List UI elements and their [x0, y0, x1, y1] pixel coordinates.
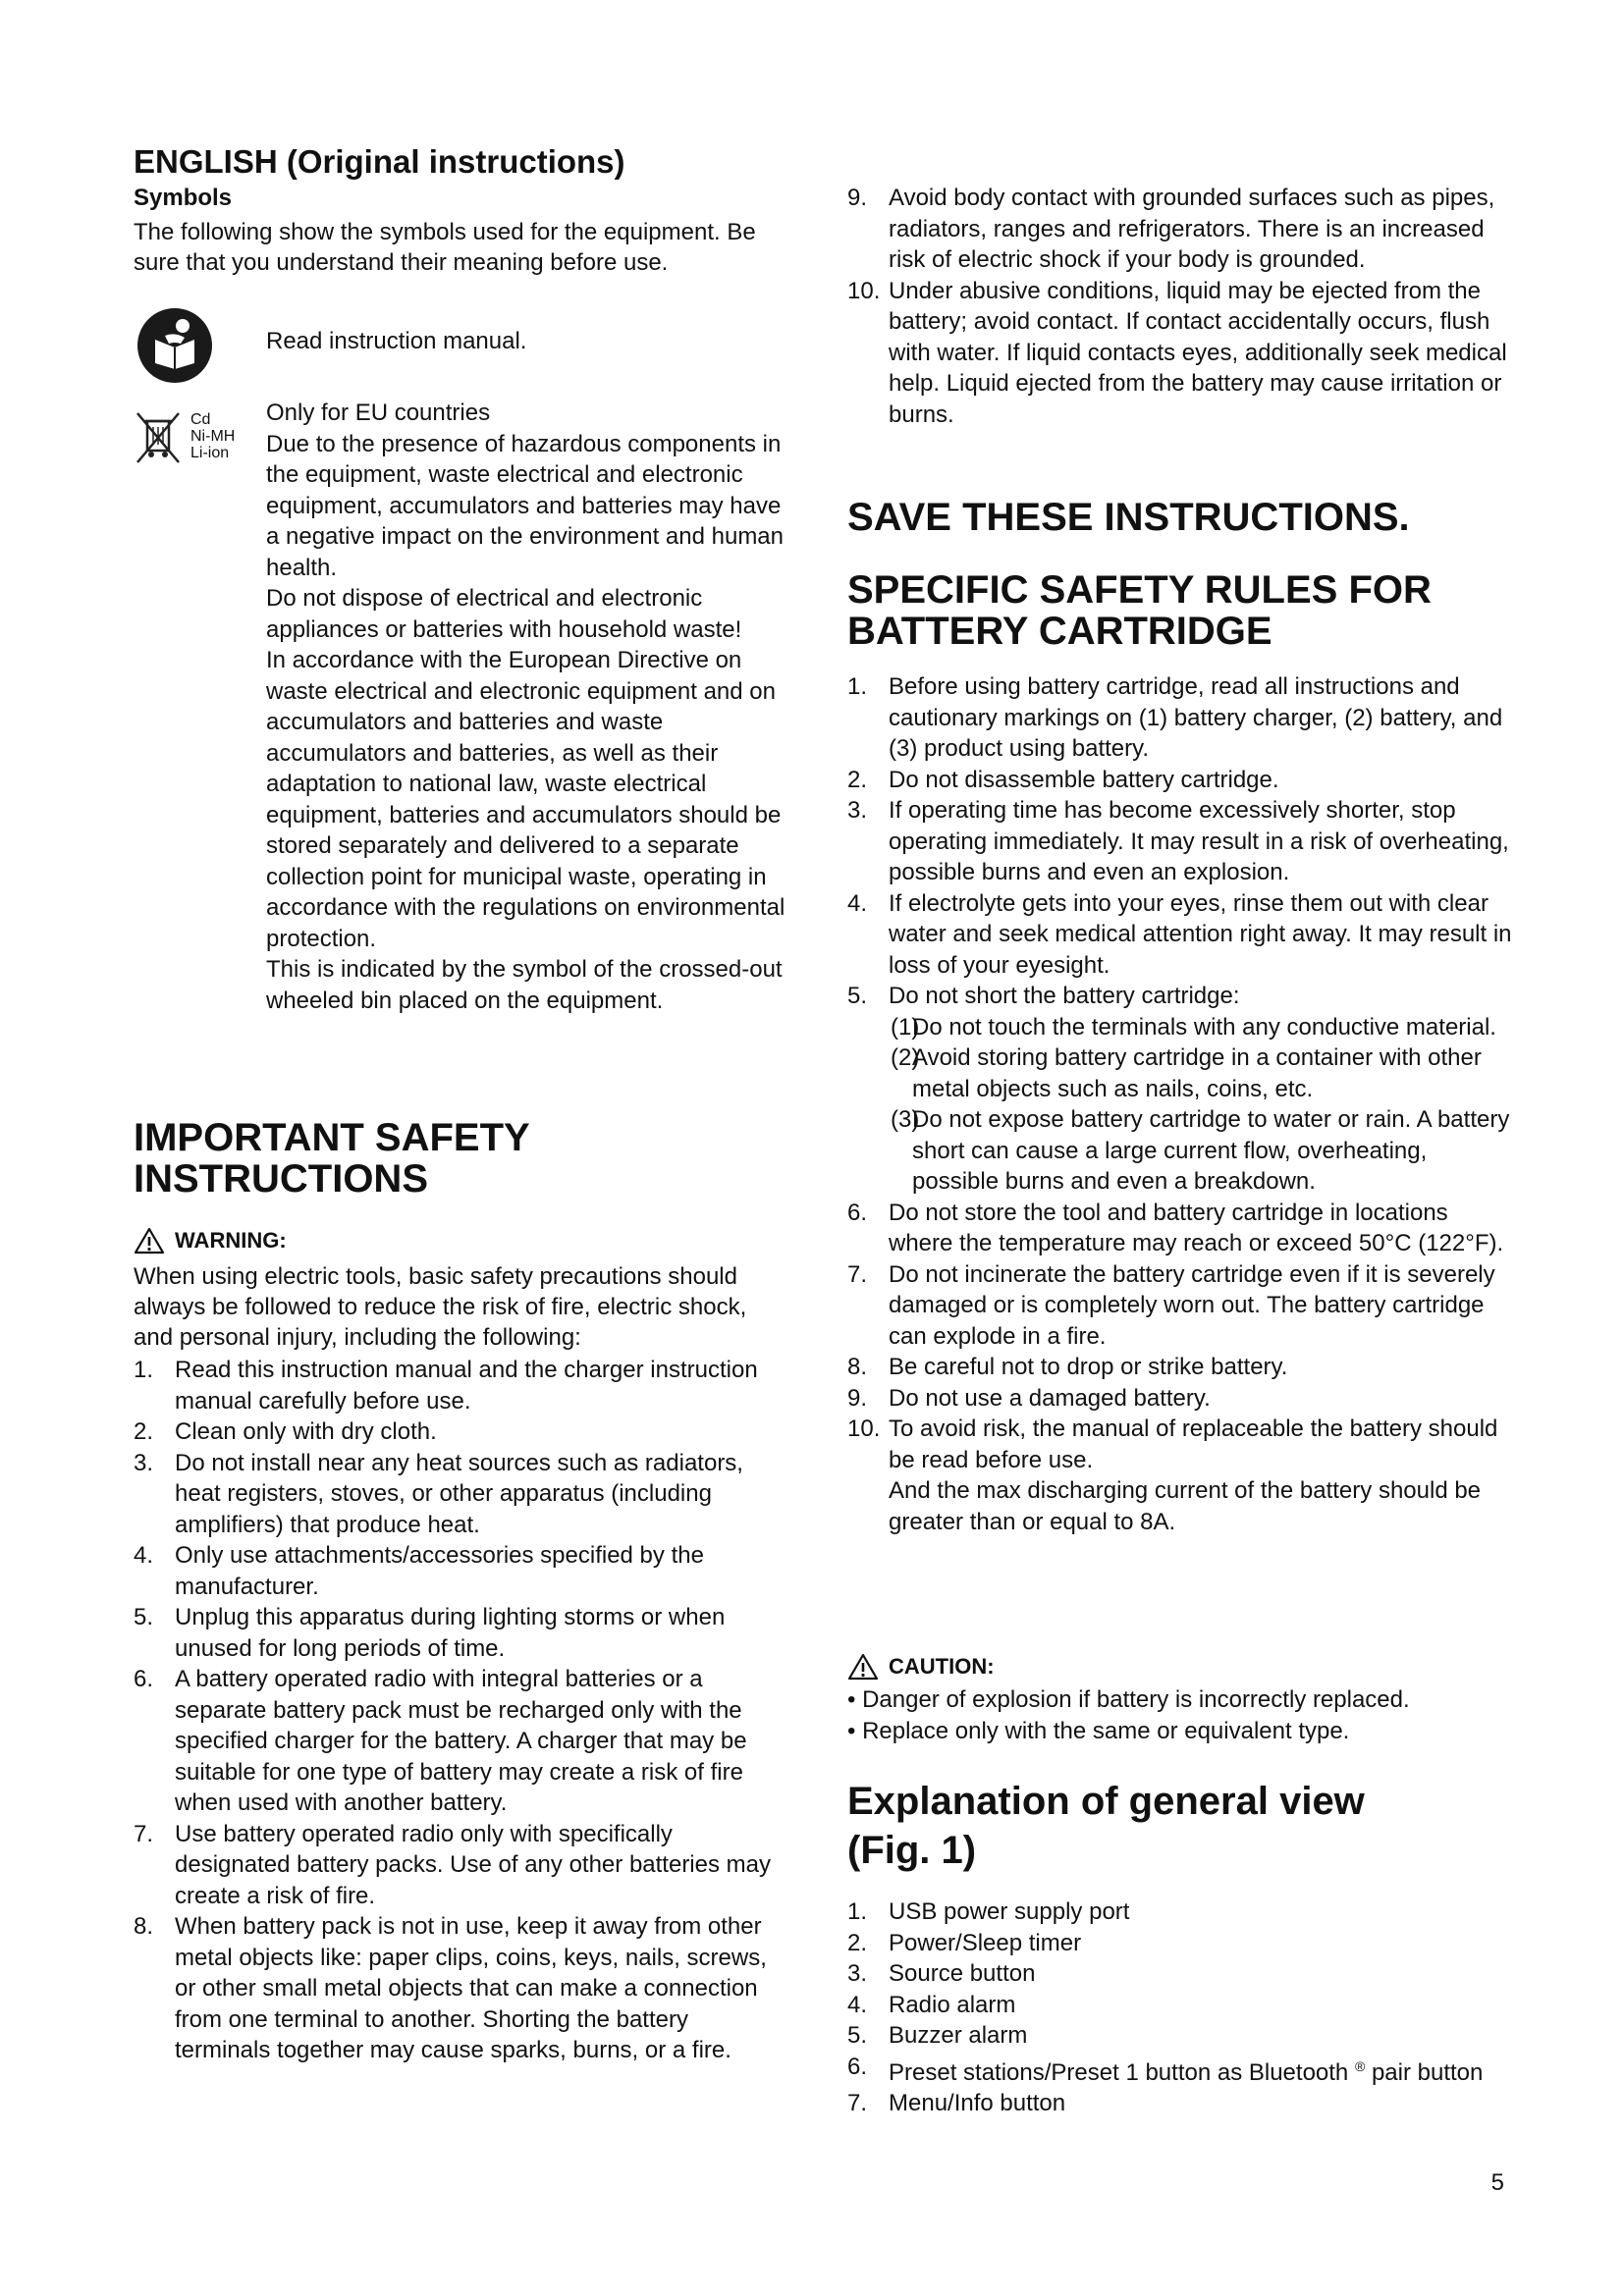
list-item: 3. Source button	[847, 1960, 1036, 1987]
list-item: 5. Unplug this apparatus during lighting storms or when unused for long periods of time.	[134, 1604, 726, 1662]
list-item: 1. Before using battery cartridge, read all instructions and cautionary markings on (1) battery charger, (2) battery, and (3) product using battery.	[847, 673, 1503, 762]
list-item: 7. Use battery operated radio only with specifically designated battery packs. Use of any other batteries may create a risk of fire.	[134, 1820, 771, 1909]
list-item: • Danger of explosion if battery is incorrectly replaced.	[847, 1686, 1410, 1713]
list-item: 4. If electrolyte gets into your eyes, rinse them out with clear water and seek medical attention right away. It may result in loss of your eyesight.	[847, 889, 1512, 979]
list-item: 4. Radio alarm	[847, 1991, 1016, 2018]
list-item: (2) Avoid storing battery cartridge in a container with other metal objects such as nails, coins, etc.	[891, 1044, 1482, 1102]
save-instructions-heading: SAVE THESE INSTRUCTIONS.	[847, 496, 1410, 539]
safety-list-continued	[847, 183, 1515, 430]
list-item: 6. Preset stations/Preset 1 button as Bluetooth ® pair button	[847, 2053, 1484, 2086]
list-item: 10. To avoid risk, the manual of replaceable the battery should be read before use. And the max discharging current of the battery should be greater than or equal to 8A.	[847, 1415, 1498, 1535]
battery-sub-list	[889, 1012, 1515, 1198]
symbols-intro: The following show the symbols used for the equipment. Be sure that you understand their meaning before use.	[134, 219, 756, 276]
battery-chemistry-labels: Cd Ni-MH Li-ion	[190, 411, 236, 461]
list-item: 6. A battery operated radio with integral batteries or a separate battery pack must be recharged only with the specified charger for the battery. A charger that may be suitable for one type of battery may create a risk of fire when used with another battery.	[134, 1666, 747, 1816]
list-item: 8. When battery pack is not in use, keep it away from other metal objects like: paper clips, coins, keys, nails, screws, or other small metal objects that can make a connection from one terminal to another. Shorting the battery terminals together may cause sparks, burns, or a fire.	[134, 1913, 767, 2063]
read-manual-icon	[135, 306, 214, 390]
list-item: 5. Do not short the battery cartridge: (1) Do not touch the terminals with any conductive material. (2) Avoid storing battery cartridge in a container with other metal objects such as nails, coins, etc. (3) Do not expose battery cartridge to water or rain. A battery short can cause a large current flow, overheating, possible burns and even a breakdown.	[847, 981, 1515, 1198]
crossed-bin-icon	[134, 409, 183, 473]
list-item: (1) Do not touch the terminals with any conductive material.	[891, 1013, 1496, 1041]
symbols-heading: Symbols	[134, 185, 233, 211]
battery-safety-heading: SPECIFIC SAFETY RULES FOR BATTERY CARTRIDGE	[847, 568, 1432, 653]
list-item: 10. Under abusive conditions, liquid may be ejected from the battery; avoid contact. If contact accidentally occurs, flush with water. If liquid contacts eyes, additionally seek medical help. Liquid ejected from the battery may cause irritation or burns.	[847, 277, 1507, 428]
explanation-list	[847, 1896, 1515, 2119]
list-item: 3. If operating time has become excessively shorter, stop operating immediately. It may result in a risk of overheating, possible burns and even an explosion.	[847, 797, 1509, 885]
list-item: 2. Power/Sleep timer	[847, 1929, 1082, 1956]
caution-label: CAUTION:	[847, 1653, 995, 1681]
warning-icon	[134, 1227, 165, 1255]
list-item: 2. Clean only with dry cloth.	[134, 1418, 437, 1445]
list-item: 2. Do not disassemble battery cartridge.	[847, 766, 1279, 793]
eu-disposal-text: Only for EU countries Due to the presence of hazardous components in the equipment, waste electrical and electronic equipment, accumulators and batteries may have a negative impact on the environment and human health. Do not dispose of electrical and electronic appliances or batteries with household waste! In accordance with the European Directive on waste electrical and electronic equipment and on accumulators and batteries and waste accumulators and batteries, as well as their adaptation to national law, waste electrical equipment, batteries and accumulators should be stored separately and delivered to a separate collection point for municipal waste, operating in accordance with the regulations on environmental protection. This is indicated by the symbol of the crossed-out wheeled bin placed on the equipment.	[266, 400, 785, 1014]
caution-list	[847, 1684, 1410, 1746]
warning-label: WARNING:	[134, 1227, 287, 1255]
page-number: 5	[1490, 2169, 1504, 2196]
list-item: 3. Do not install near any heat sources such as radiators, heat registers, stoves, or other apparatus (including amplifiers) that produce heat.	[134, 1449, 743, 1538]
list-item: 7. Do not incinerate the battery cartridge even if it is severely damaged or is completely worn out. The battery cartridge can explode in a fire.	[847, 1260, 1495, 1350]
caution-icon	[847, 1653, 879, 1681]
list-item: 9. Avoid body contact with grounded surfaces such as pipes, radiators, ranges and refrigerators. There is an increased risk of electric shock if your body is grounded.	[847, 185, 1495, 273]
read-manual-text: Read instruction manual.	[266, 328, 527, 354]
language-heading: ENGLISH (Original instructions)	[134, 143, 625, 180]
list-item: 8. Be careful not to drop or strike battery.	[847, 1354, 1288, 1380]
important-safety-heading: IMPORTANT SAFETY INSTRUCTIONS	[134, 1116, 530, 1201]
battery-rules-list	[847, 671, 1515, 1537]
list-item: 9. Do not use a damaged battery.	[847, 1384, 1211, 1412]
list-item: (3) Do not expose battery cartridge to water or rain. A battery short can cause a large current flow, overheating, possible burns and even a breakdown.	[891, 1106, 1510, 1195]
list-item: 5. Buzzer alarm	[847, 2022, 1028, 2049]
safety-list	[134, 1355, 789, 2066]
list-item: 7. Menu/Info button	[847, 2090, 1066, 2116]
list-item: 6. Do not store the tool and battery cartridge in locations where the temperature may reach or exceed 50°C (122°F).	[847, 1199, 1504, 1256]
warning-text: When using electric tools, basic safety precautions should always be followed to reduce the risk of fire, electric shock, and personal injury, including the following:	[134, 1263, 747, 1351]
list-item: 4. Only use attachments/accessories specified by the manufacturer.	[134, 1542, 704, 1600]
explanation-heading: Explanation of general view (Fig. 1)	[847, 1780, 1365, 1872]
list-item: • Replace only with the same or equivalent type.	[847, 1717, 1350, 1744]
list-item: 1. Read this instruction manual and the charger instruction manual carefully before use.	[134, 1357, 758, 1415]
list-item: 1. USB power supply port	[847, 1898, 1130, 1925]
